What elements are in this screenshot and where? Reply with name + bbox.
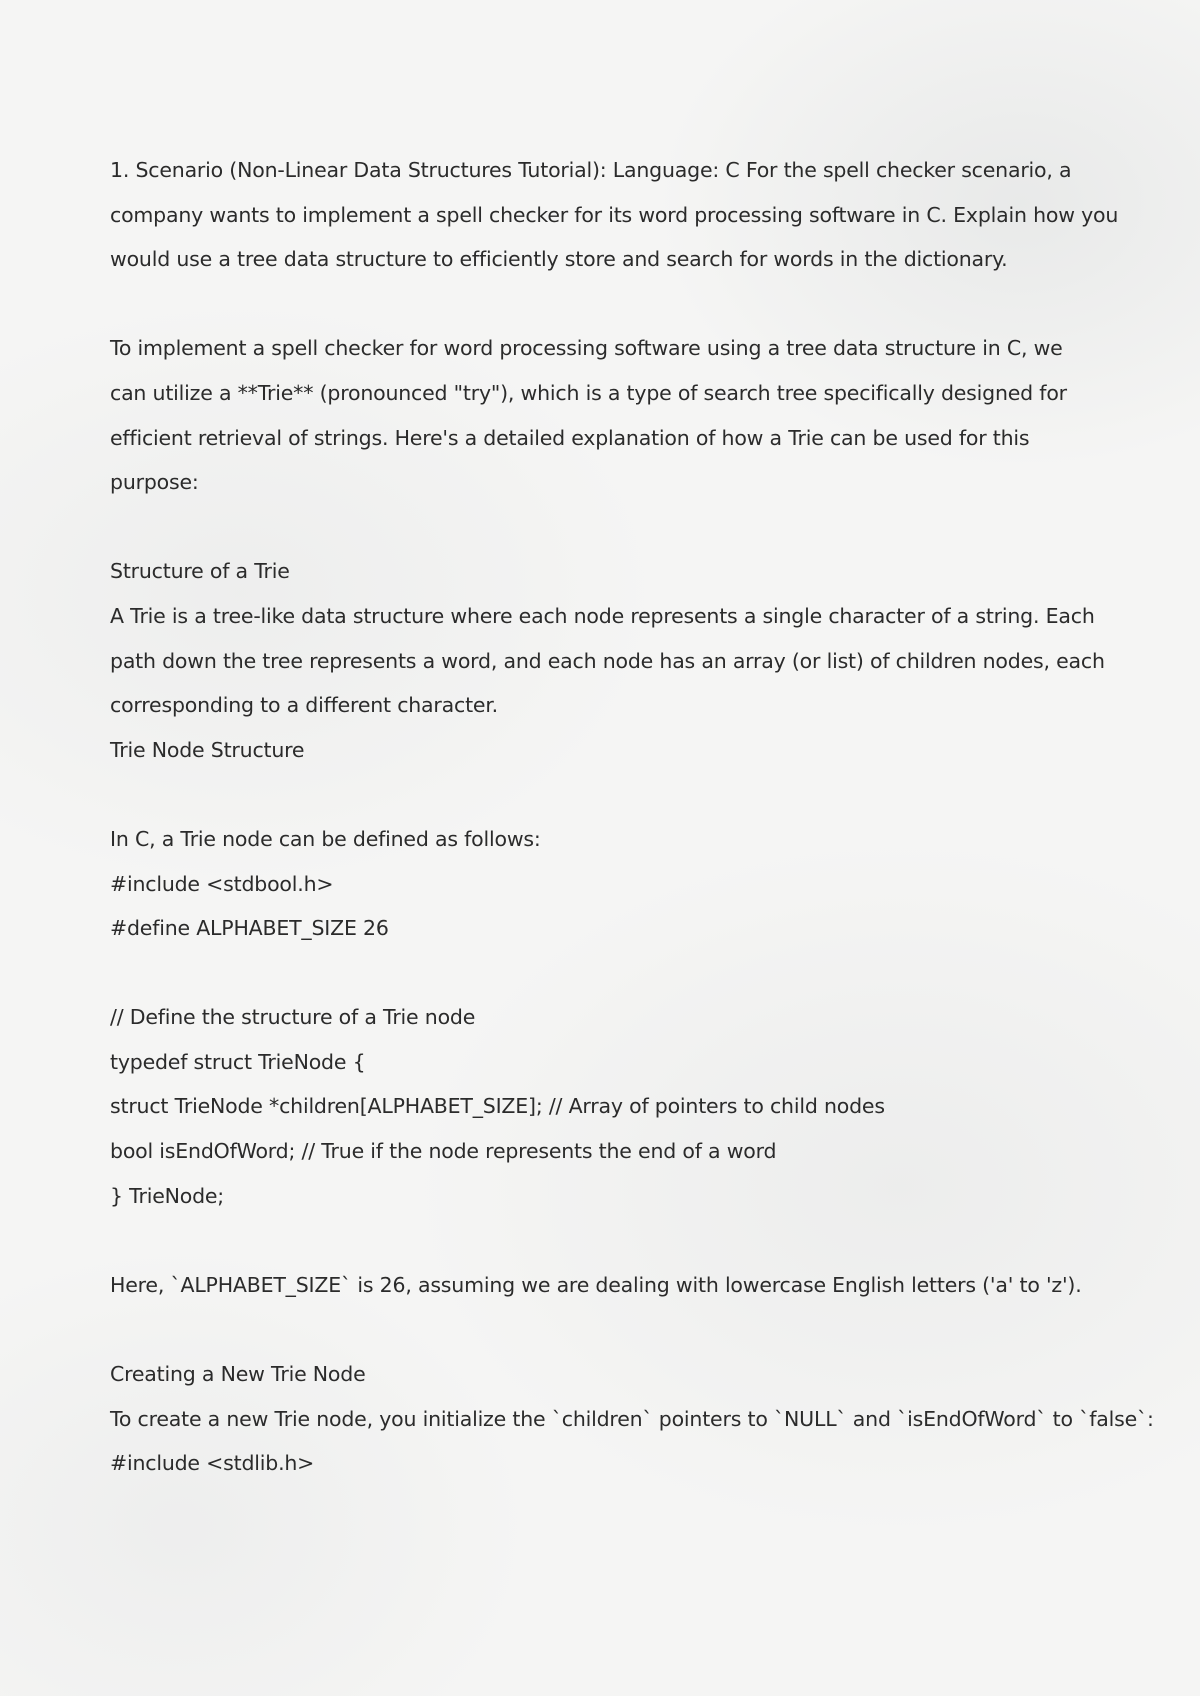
text-line: would use a tree data structure to efficiently store and search for words in the dictionary.	[110, 247, 1008, 272]
code-line: typedef struct TrieNode {	[110, 1049, 366, 1074]
alphabet-note: Here, `ALPHABET_SIZE` is 26, assuming we are dealing with lowercase English letters ('a' to 'z').	[110, 1272, 1082, 1297]
paragraph-gap	[110, 772, 1130, 817]
text-line: can utilize a **Trie** (pronounced "try"), which is a type of search tree specifically designed for	[110, 380, 1067, 405]
paragraph-gap	[110, 1307, 1130, 1352]
text-line: To implement a spell checker for word processing software using a tree data structure in C, we	[110, 336, 1063, 361]
text-line: path down the tree represents a word, and each node has an array (or list) of children nodes, each	[110, 648, 1105, 673]
paragraph-gap	[110, 282, 1130, 327]
code-line: #define ALPHABET_SIZE 26	[110, 916, 389, 941]
paragraph-gap	[110, 505, 1130, 550]
text-line: In C, a Trie node can be defined as follows:	[110, 826, 541, 851]
node-definition	[110, 817, 1130, 951]
text-line: 1. Scenario (Non-Linear Data Structures Tutorial): Language: C For the spell checker scenario, a	[110, 158, 1072, 182]
structure-section	[110, 549, 1130, 772]
code-line: struct TrieNode *children[ALPHABET_SIZE]; // Array of pointers to child nodes	[110, 1094, 885, 1119]
create-section	[110, 1352, 1154, 1486]
struct-code-block	[110, 995, 1130, 1218]
text-line: corresponding to a different character.	[110, 693, 498, 718]
document-body	[110, 148, 1154, 1486]
question-paragraph	[110, 148, 1130, 282]
text-line: A Trie is a tree-like data structure where each node represents a single character of a string. Each	[110, 603, 1095, 628]
code-line: // Define the structure of a Trie node	[110, 1005, 476, 1030]
section-heading: Structure of a Trie	[110, 559, 290, 584]
paragraph-gap	[110, 1218, 1130, 1263]
text-line: To create a new Trie node, you initialize the `children` pointers to `NULL` and `isEndOfWord` to `false`:	[110, 1406, 1154, 1431]
text-line: efficient retrieval of strings. Here's a detailed explanation of how a Trie can be used for this	[110, 425, 1030, 450]
code-line: #include <stdlib.h>	[110, 1451, 315, 1476]
section-heading: Creating a New Trie Node	[110, 1362, 366, 1387]
text-line: company wants to implement a spell checker for its word processing software in C. Explain how you	[110, 202, 1119, 227]
code-line: } TrieNode;	[110, 1183, 225, 1208]
code-line: bool isEndOfWord; // True if the node represents the end of a word	[110, 1139, 777, 1164]
paragraph-gap	[110, 951, 1130, 996]
text-line: purpose:	[110, 470, 199, 495]
intro-paragraph	[110, 326, 1130, 504]
section-subheading: Trie Node Structure	[110, 737, 305, 762]
code-line: #include <stdbool.h>	[110, 871, 334, 896]
